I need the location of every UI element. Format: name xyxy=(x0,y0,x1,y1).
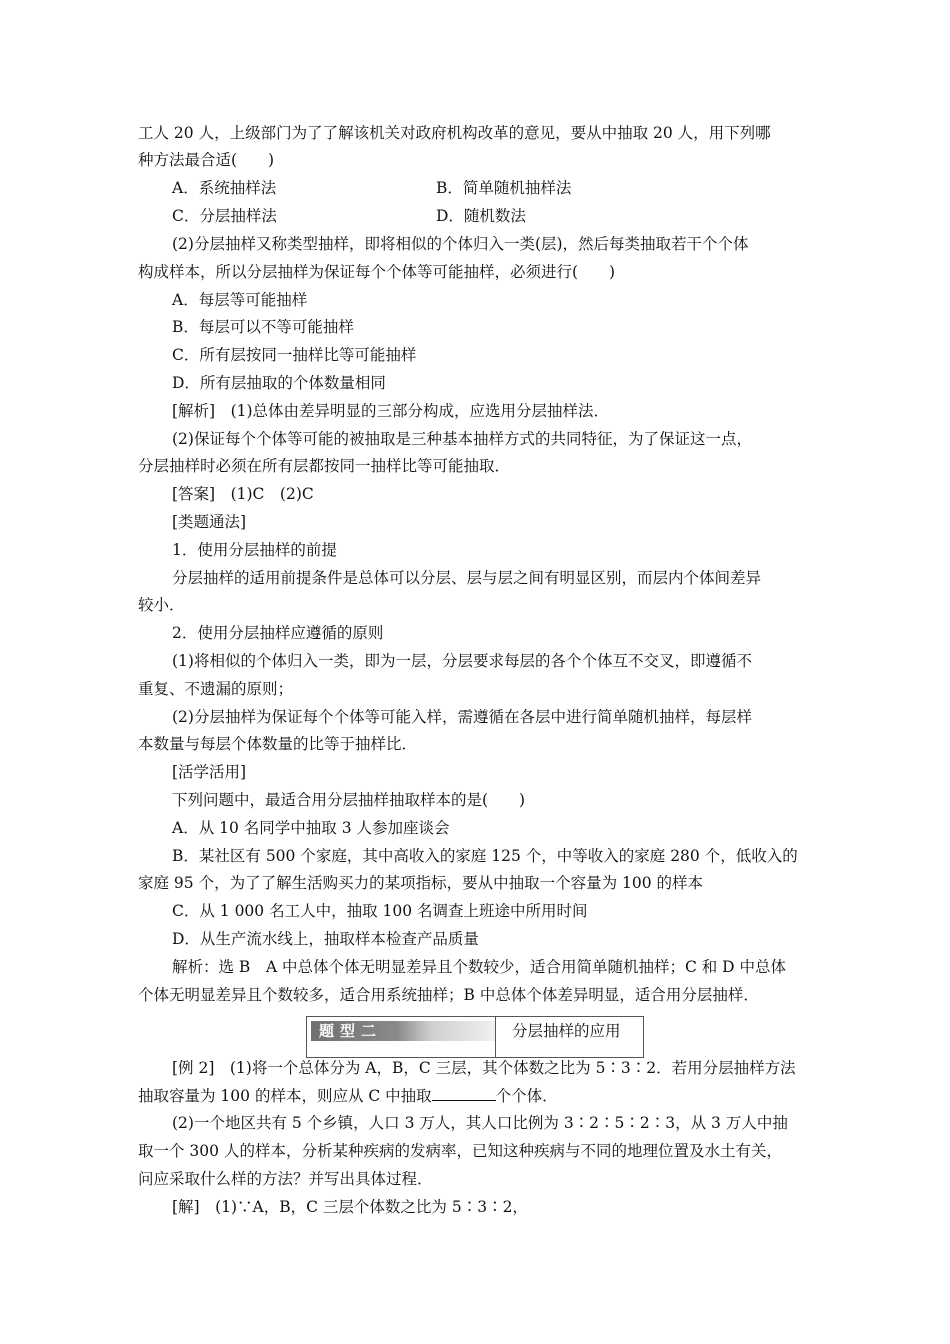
example-line: [例 2] (1)将一个总体分为 A，B，C 三层，其个体数之比为 5∶3∶2．若用分层抽样方法 xyxy=(172,1059,796,1077)
text-line: 较小． xyxy=(138,596,185,614)
example-line xyxy=(138,1086,558,1106)
option-a: A．从 10 名同学中抽取 3 人参加座谈会 xyxy=(172,819,450,837)
banner-tag-text: 题型二 xyxy=(319,1022,383,1040)
banner-divider xyxy=(495,1017,496,1057)
analysis-line: 解析：选 B A 中总体个体无明显差异且个数较少，适合用简单随机抽样；C 和 D 中总体 xyxy=(172,958,787,976)
text-line: 分层抽样的适用前提条件是总体可以分层、层与层之间有明显区别，而层内个体间差异 xyxy=(172,569,762,587)
text-line: 种方法最合适( ) xyxy=(138,151,275,169)
question-line: 下列问题中，最适合用分层抽样抽取样本的是( ) xyxy=(172,791,526,809)
subheading: 2．使用分层抽样应遵循的原则 xyxy=(172,624,384,642)
analysis-line: 分层抽样时必须在所有层都按同一抽样比等可能抽取． xyxy=(138,457,511,475)
option-c: C．所有层按同一抽样比等可能抽样 xyxy=(172,346,417,364)
section-banner xyxy=(306,1016,644,1058)
analysis-line: 个体无明显差异且个数较多，适合用系统抽样；B 中总体个体差异明显，适合用分层抽样． xyxy=(138,986,759,1004)
banner-title: 分层抽样的应用 xyxy=(512,1022,621,1040)
text-line: (1)将相似的个体归入一类，即为一层，分层要求每层的各个个体互不交叉，即遵循不 xyxy=(172,652,752,670)
banner-tag xyxy=(311,1021,495,1041)
analysis-line: [解析] (1)总体由差异明显的三部分构成，应选用分层抽样法． xyxy=(172,402,610,420)
text-line: (2)一个地区共有 5 个乡镇，人口 3 万人，其人口比例为 3∶2∶5∶2∶3，从 3 万人中抽 xyxy=(172,1114,788,1132)
option-d: D．从生产流水线上，抽取样本检查产品质量 xyxy=(172,930,479,948)
text-line: 构成样本，所以分层抽样为保证每个个体等可能抽样，必须进行( ) xyxy=(138,263,616,281)
analysis-line: (2)保证每个个体等可能的被抽取是三种基本抽样方式的共同特征，为了保证这一点， xyxy=(172,430,752,448)
text-line: (2)分层抽样为保证每个个体等可能入样，需遵循在各层中进行简单随机抽样，每层样 xyxy=(172,708,752,726)
option-d: D．随机数法 xyxy=(436,207,526,225)
text-line: 本数量与每层个体数量的比等于抽样比． xyxy=(138,735,418,753)
text-line: 工人 20 人，上级部门为了了解该机关对政府机构改革的意见，要从中抽取 20 人，用下列哪 xyxy=(138,124,771,142)
text-line: (2)分层抽样又称类型抽样，即将相似的个体归入一类(层)，然后每类抽取若干个个体 xyxy=(172,235,749,253)
text-line: 重复、不遗漏的原则； xyxy=(138,680,294,698)
example-text: 个个体． xyxy=(495,1087,558,1105)
option-b: B．某社区有 500 个家庭，其中高收入的家庭 125 个，中等收入的家庭 280 个，低收入的 xyxy=(172,847,798,865)
option-b: B．简单随机抽样法 xyxy=(436,179,572,197)
fill-in-blank xyxy=(432,1086,496,1101)
subheading: 1．使用分层抽样的前提 xyxy=(172,541,337,559)
section-heading: [活学活用] xyxy=(172,763,247,781)
text-line: 问应采取什么样的方法？并写出具体过程． xyxy=(138,1170,433,1188)
section-heading: [类题通法] xyxy=(172,513,247,531)
option-d: D．所有层抽取的个体数量相同 xyxy=(172,374,386,392)
option-c: C．分层抽样法 xyxy=(172,207,277,225)
option-b-cont: 家庭 95 个，为了了解生活购买力的某项指标，要从中抽取一个容量为 100 的样本 xyxy=(138,874,704,892)
option-a: A．系统抽样法 xyxy=(172,179,277,197)
example-text: 抽取容量为 100 的样本，则应从 C 中抽取 xyxy=(138,1087,432,1105)
option-a: A．每层等可能抽样 xyxy=(172,291,308,309)
option-b: B．每层可以不等可能抽样 xyxy=(172,318,354,336)
answer-line: [答案] (1)C (2)C xyxy=(172,485,314,503)
solution-line: [解] (1)∵A，B，C 三层个体数之比为 5∶3∶2， xyxy=(172,1198,528,1216)
option-c: C．从 1 000 名工人中，抽取 100 名调查上班途中所用时间 xyxy=(172,902,588,920)
text-line: 取一个 300 人的样本，分析某种疾病的发病率，已知这种疾病与不同的地理位置及水土有关， xyxy=(138,1142,782,1160)
